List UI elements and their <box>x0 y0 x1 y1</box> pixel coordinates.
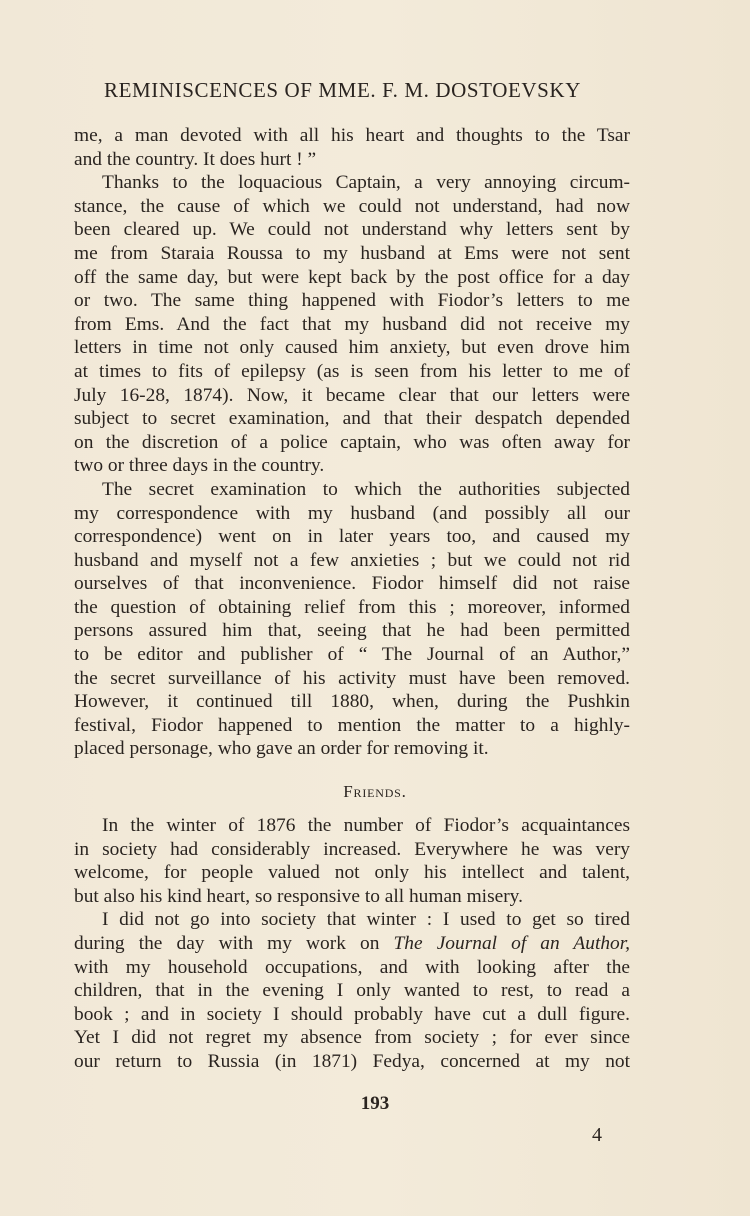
text-line: me from Staraia Roussa to my husband at Ems were not sent <box>74 242 630 264</box>
text-line: on the discretion of a police captain, who was often away for <box>74 431 630 453</box>
text-line: However, it continued till 1880, when, during the Pushkin <box>74 691 630 713</box>
text-line: ourselves of that inconvenience. Fiodor himself did not raise <box>74 573 630 595</box>
text-line: off the same day, but were kept back by the post office for a day <box>74 266 630 288</box>
text-line: or two. The same thing happened with Fiodor’s letters to me <box>74 290 630 312</box>
text-line: with my household occupations, and with looking after the <box>74 956 630 978</box>
text-line: from Ems. And the fact that my husband did not receive my <box>74 313 630 335</box>
text-line: placed personage, who gave an order for removing it. <box>74 738 489 760</box>
text-line: correspondence) went on in later years too, and caused my <box>74 526 630 548</box>
signature-mark: 4 <box>592 1124 602 1146</box>
text-line: to be editor and publisher of “ The Journal of an Author,” <box>74 644 630 666</box>
text-line: July 16-28, 1874). Now, it became clear that our letters were <box>74 384 630 406</box>
text-line: our return to Russia (in 1871) Fedya, concerned at my not <box>74 1050 630 1072</box>
text-line: been cleared up. We could not understand why letters sent by <box>74 219 630 241</box>
page-number: 193 <box>360 1093 390 1114</box>
text-line: persons assured him that, seeing that he had been permitted <box>74 620 630 642</box>
text-line: husband and myself not a few anxieties ; but we could not rid <box>74 549 630 571</box>
text-line: me, a man devoted with all his heart and thoughts to the Tsar <box>74 125 630 146</box>
text-block-2 <box>74 814 630 1074</box>
italic-title: The Journal of an Author, <box>393 932 630 954</box>
text-line: I did not go into society that winter : I used to get so tired <box>102 909 630 931</box>
text-line: book ; and in society I should probably have cut a dull figure. <box>74 1003 630 1025</box>
text-line: In the winter of 1876 the number of Fiodor’s acquaintances <box>102 815 630 836</box>
text-line: two or three days in the country. <box>74 455 325 477</box>
text-line: The secret examination to which the authorities subjected <box>102 478 630 500</box>
text-block-1 <box>74 124 630 761</box>
text-line <box>74 932 630 956</box>
text-fragment: during the day with my work on <box>74 932 380 954</box>
text-line: but also his kind heart, so responsive to all human misery. <box>74 885 523 907</box>
text-line: the secret surveillance of his activity must have been removed. <box>74 667 630 689</box>
running-head: REMINISCENCES OF MME. F. M. DOSTOEVSKY <box>104 78 581 102</box>
text-line: children, that in the evening I only wanted to rest, to read a <box>74 980 630 1002</box>
text-line: my correspondence with my husband (and possibly all our <box>74 502 630 524</box>
text-line: at times to fits of epilepsy (as is seen from his letter to me of <box>74 360 630 382</box>
text-line: the question of obtaining relief from this ; moreover, informed <box>74 596 630 618</box>
text-line: festival, Fiodor happened to mention the matter to a highly- <box>74 714 630 736</box>
text-line: Yet I did not regret my absence from society ; for ever since <box>74 1027 630 1049</box>
text-line: subject to secret examination, and that their despatch depended <box>74 408 630 430</box>
text-line: welcome, for people valued not only his intellect and talent, <box>74 862 630 884</box>
section-heading: Friends. <box>343 782 407 801</box>
text-line: and the country. It does hurt ! ” <box>74 148 317 170</box>
text-line: letters in time not only caused him anxiety, but even drove him <box>74 337 630 359</box>
text-line: in society had considerably increased. Everywhere he was very <box>74 838 630 860</box>
text-line: Thanks to the loquacious Captain, a very annoying circum- <box>102 172 630 194</box>
text-line: stance, the cause of which we could not understand, had now <box>74 195 630 217</box>
